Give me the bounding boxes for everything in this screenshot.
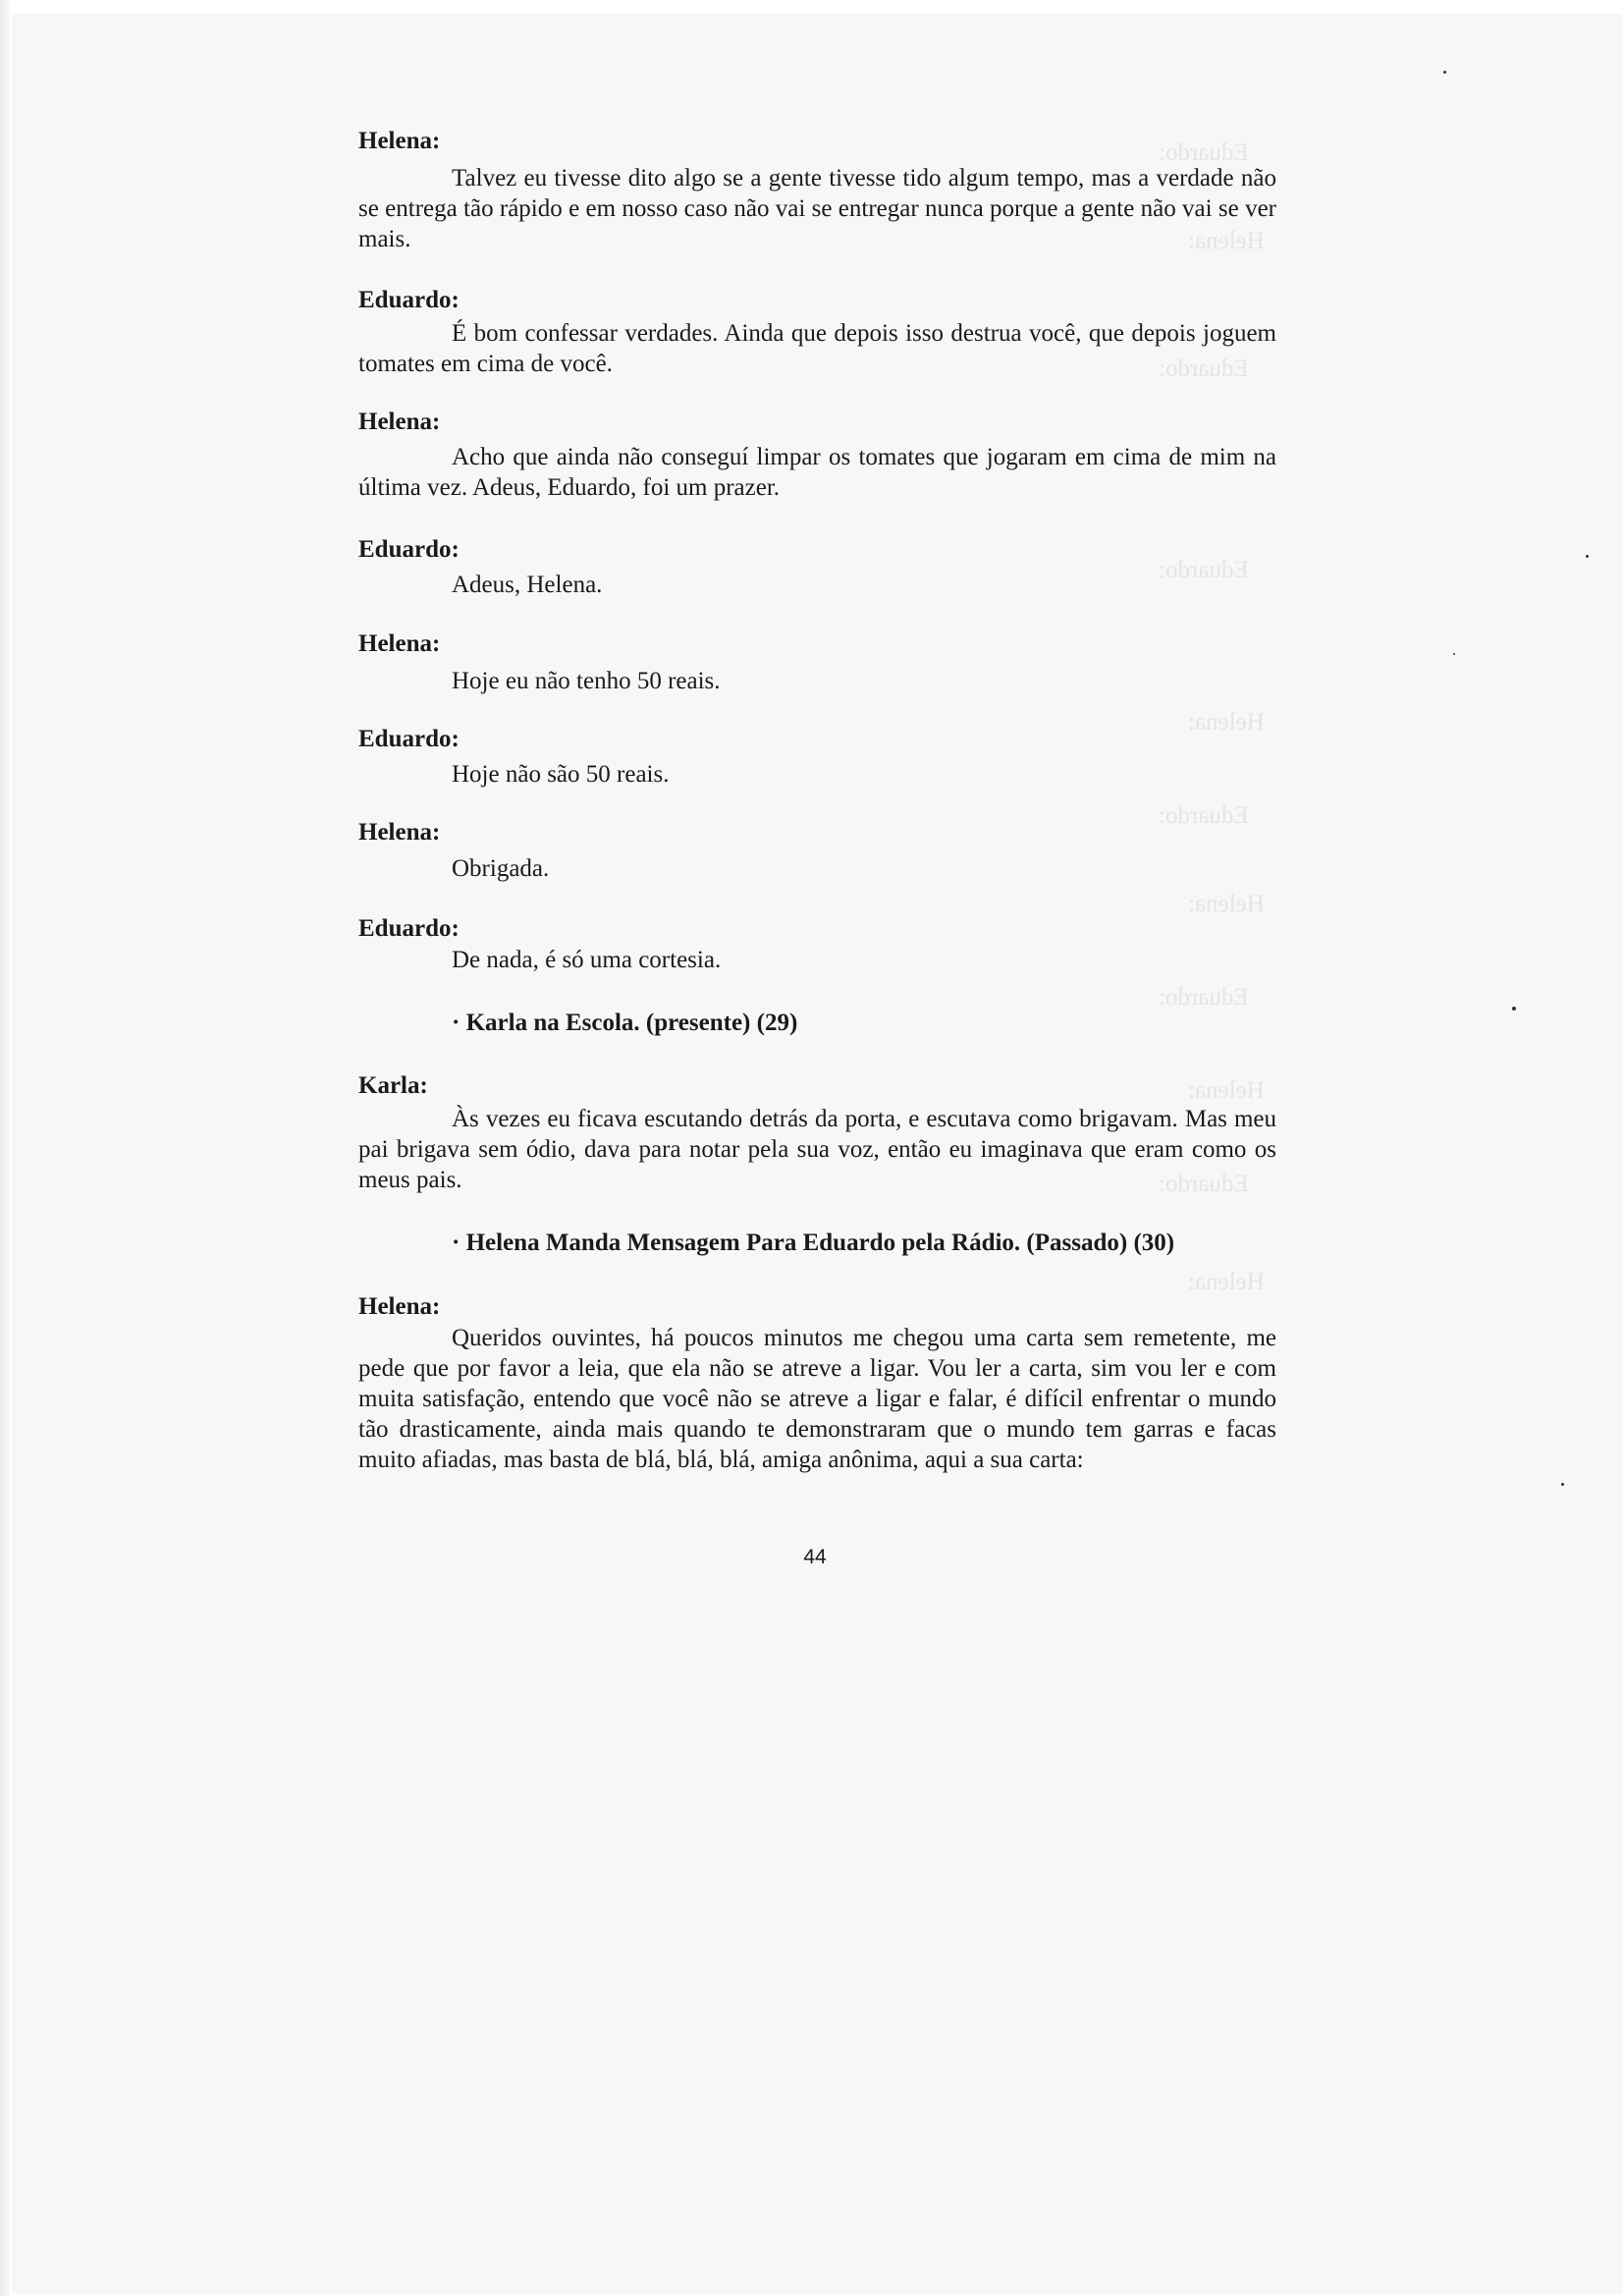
speaker-label: Helena: (358, 1293, 441, 1320)
bleed-through-text: Helena: (1188, 228, 1265, 254)
bleed-through-text: Helena: (1188, 1269, 1265, 1295)
speaker-label: Karla: (358, 1072, 428, 1099)
dialogue-text: Às vezes eu ficava escutando detrás da porta, e escutava como brigavam. Mas meu pai brigava sem ódio, dava para notar pela sua voz, então eu imaginava que eram como os meus pais. (358, 1106, 1276, 1193)
dialogue-text: Queridos ouvintes, há poucos minutos me chegou uma carta sem remetente, me pede que por favor a leia, que ela não se atreve a ligar. Vou ler a carta, sim vou ler e com muita satisfação, entendo que você não se atreve a ligar e falar, é difícil enfrentar o mundo tão drasticamente, ainda mais quando te demonstraram que o mundo tem garras e facas muito afiadas, mas basta de blá, blá, blá, amiga anônima, aqui a sua carta: (358, 1325, 1276, 1473)
bleed-through-text: Helena: (1188, 709, 1265, 736)
bleed-through-text: Eduardo: (1159, 1171, 1249, 1197)
speaker-label: Helena: (358, 819, 441, 846)
scan-speck (1586, 555, 1589, 558)
scan-speck (1453, 653, 1455, 655)
speaker-label: Eduardo: (358, 726, 460, 752)
speaker-label: Helena: (358, 630, 441, 657)
speaker-label: Eduardo: (358, 536, 460, 563)
dialogue-text: Hoje não são 50 reais. (452, 761, 670, 788)
bleed-through-text: Eduardo: (1159, 984, 1249, 1011)
bleed-through-text: Eduardo: (1159, 355, 1249, 382)
speaker-label: Eduardo: (358, 915, 460, 942)
dialogue-text: Adeus, Helena. (452, 572, 603, 598)
scene-heading: · Karla na Escola. (presente) (29) (452, 1010, 798, 1036)
speaker-label: Helena: (358, 128, 441, 154)
bleed-through-text: Eduardo: (1159, 802, 1249, 829)
dialogue-text: De nada, é só uma cortesia. (452, 947, 722, 973)
scan-speck (1512, 1007, 1516, 1011)
dialogue-text: Hoje eu não tenho 50 reais. (452, 668, 721, 694)
speaker-label: Helena: (358, 409, 441, 435)
dialogue-text: Talvez eu tivesse dito algo se a gente tivesse tido algum tempo, mas a verdade não se entrega tão rápido e em nosso caso não vai se entregar nunca porque a gente não vai se ver mais. (358, 165, 1276, 252)
page-number: 44 (803, 1546, 827, 1568)
scan-edge-shadow (0, 0, 12, 2296)
scan-speck (1561, 1483, 1564, 1486)
speaker-label: Eduardo: (358, 287, 460, 313)
dialogue-text: É bom confessar verdades. Ainda que depois isso destrua você, que depois joguem tomates em cima de você. (358, 320, 1276, 377)
bleed-through-text: Eduardo: (1159, 139, 1249, 166)
dialogue-text: Acho que ainda não conseguí limpar os tomates que jogaram em cima de mim na última vez. Adeus, Eduardo, foi um prazer. (358, 444, 1276, 501)
bleed-through-text: Helena: (1188, 891, 1265, 917)
dialogue-text: Obrigada. (452, 855, 550, 882)
bleed-through-text: Eduardo: (1159, 557, 1249, 583)
bleed-through-text: Helena: (1188, 1077, 1265, 1104)
scan-speck (1443, 71, 1446, 74)
scene-heading: · Helena Manda Mensagem Para Eduardo pela Rádio. (Passado) (30) (452, 1230, 1175, 1256)
